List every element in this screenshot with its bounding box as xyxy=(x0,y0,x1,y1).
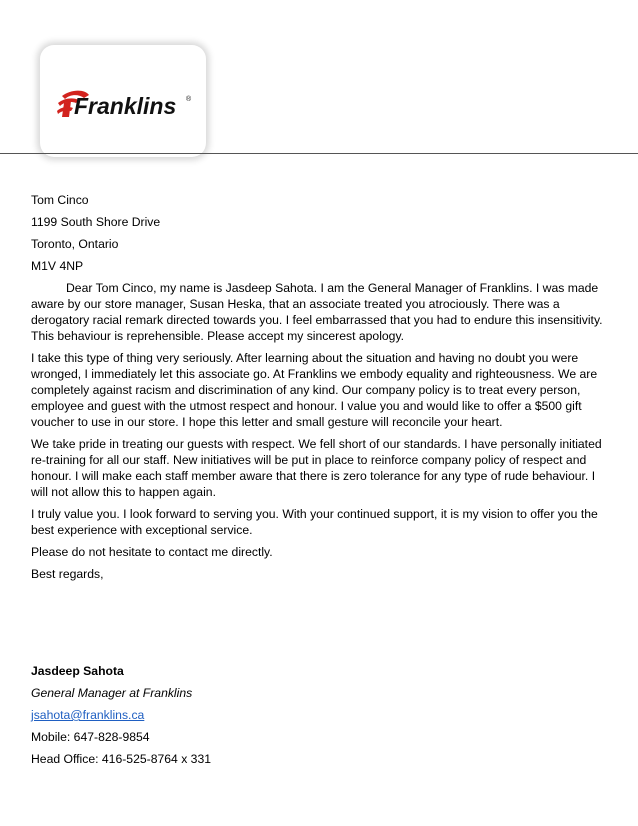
recipient-postal: M1V 4NP xyxy=(31,259,84,273)
letter-paragraph: I truly value you. I look forward to serving you. With your continued support, it is my vision to offer you the best experience with exceptional service. xyxy=(31,507,598,537)
registered-mark: ® xyxy=(186,96,192,103)
letter-closing: Best regards, xyxy=(31,567,104,581)
letter-paragraph: Please do not hesitate to contact me directly. xyxy=(31,545,273,559)
signature-title: General Manager at Franklins xyxy=(31,686,193,700)
recipient-name: Tom Cinco xyxy=(31,193,89,207)
signature-mobile: Mobile: 647-828-9854 xyxy=(31,730,150,744)
signature-email-link[interactable]: jsahota@franklins.ca xyxy=(31,708,145,722)
letter-paragraph: Dear Tom Cinco, my name is Jasdeep Sahota. I am the General Manager of Franklins. I was made aware by our store manager, Susan Heska, that an associate treated you atrociously. There was a derogatory racial remark directed towards you. I feel embarrassed that you had to endure this insensitivity. This behaviour is reprehensible. Please accept my sincerest apology. xyxy=(31,281,603,343)
signature-name: Jasdeep Sahota xyxy=(31,664,124,678)
letter-body xyxy=(31,192,603,773)
logo-card xyxy=(40,45,206,157)
signature-office-phone: Head Office: 416-525-8764 x 331 xyxy=(31,752,212,766)
header-divider xyxy=(0,153,638,154)
recipient-street: 1199 South Shore Drive xyxy=(31,215,161,229)
recipient-city: Toronto, Ontario xyxy=(31,237,119,251)
letter-paragraph: I take this type of thing very seriously. After learning about the situation and having no doubt you were wronged, I immediately let this associate go. At Franklins we embody equality and righteousness. We are completely against racism and discrimination of any kind. Our company policy is to treat every person, employee and guest with the utmost respect and honour. I value you and would like to offer a $500 gift voucher to use in our store. I hope this letter and small gesture will reconcile your heart. xyxy=(31,351,598,429)
letter-paragraph: We take pride in treating our guests with respect. We fell short of our standards. I have personally initiated re-training for all our staff. New initiatives will be put in place to reinforce company policy of respect and honour. I will make each staff member aware that there is zero tolerance for any type of rude behaviour. I will not allow this to happen again. xyxy=(31,437,602,499)
franklins-logo xyxy=(40,45,206,157)
logo-wordmark: Franklins xyxy=(74,93,177,119)
